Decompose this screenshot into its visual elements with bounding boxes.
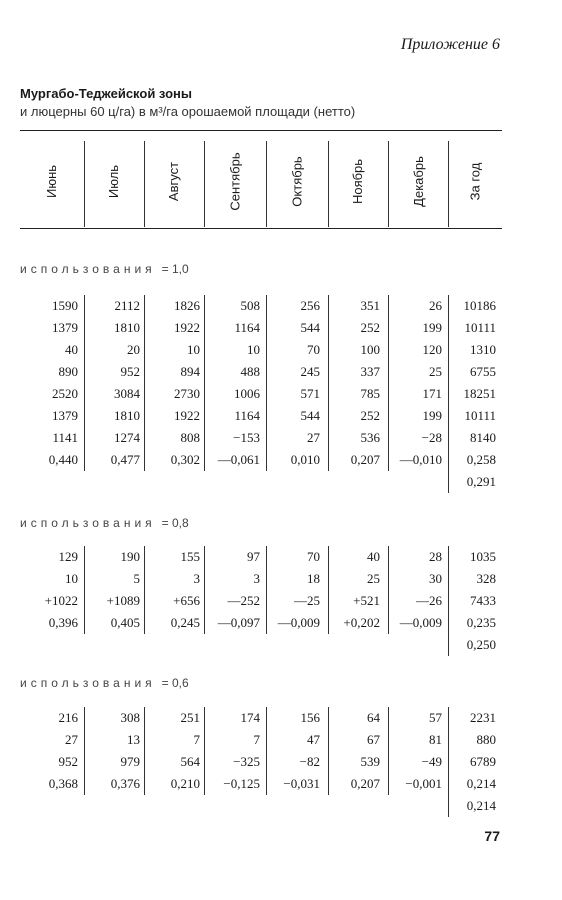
- table-cell: 13: [127, 732, 140, 747]
- column-header-cell: [328, 135, 388, 227]
- table-cell: 64: [367, 710, 380, 725]
- section-label-text: использования: [20, 262, 156, 276]
- table-cell: 40: [367, 549, 380, 564]
- table-cell: 544: [300, 320, 320, 335]
- table-cell: 0,207: [350, 452, 380, 467]
- table-cell: 6755: [470, 364, 496, 379]
- table-cell: 979: [120, 754, 140, 769]
- table-row: [20, 568, 502, 590]
- table-cell: 0,405: [110, 615, 140, 630]
- table-row: [20, 339, 502, 361]
- table-cell: 0,245: [170, 615, 200, 630]
- table-cell: 508: [240, 298, 260, 313]
- table-cell: 564: [180, 754, 200, 769]
- column-divider: [328, 141, 329, 227]
- table-cell: 26: [429, 298, 442, 313]
- table-cell: 25: [429, 364, 442, 379]
- table-cell: 10111: [464, 408, 496, 423]
- column-divider: [388, 707, 389, 795]
- table-cell: 5: [133, 571, 140, 586]
- extra-total-value: 0,250: [466, 637, 496, 652]
- table-cell: 1379: [52, 408, 78, 423]
- table-cell: 156: [300, 710, 320, 725]
- column-divider: [84, 546, 85, 634]
- table-cell: 0,207: [350, 776, 380, 791]
- table-cell: —0,009: [399, 615, 442, 630]
- table-cell: 0,302: [170, 452, 200, 467]
- column-header-label: Декабрь: [410, 155, 426, 207]
- table-cell: 0,376: [110, 776, 140, 791]
- extra-total-value: 0,214: [466, 798, 496, 813]
- column-divider: [448, 546, 449, 634]
- table-cell: 57: [429, 710, 442, 725]
- table-cell: 18: [307, 571, 320, 586]
- table-cell: 70: [307, 549, 320, 564]
- table-cell: +521: [353, 593, 380, 608]
- table-row: [20, 546, 502, 568]
- section-label-value: = 0,8: [161, 516, 189, 530]
- section-label-text: использования: [20, 676, 156, 690]
- table-cell: 155: [180, 549, 200, 564]
- table-cell: 1164: [234, 320, 260, 335]
- table-cell: 245: [300, 364, 320, 379]
- column-divider: [266, 546, 267, 634]
- table-row-extra-total: [20, 634, 502, 656]
- table-cell: 785: [360, 386, 380, 401]
- table-subtitle: и люцерны 60 ц/га) в м³/га орошаемой площади (нетто): [20, 104, 356, 119]
- table-cell: 1274: [114, 430, 140, 445]
- table-cell: 67: [367, 732, 380, 747]
- table-row: [20, 729, 502, 751]
- table-cell: 2112: [114, 298, 140, 313]
- table-cell: 1164: [234, 408, 260, 423]
- column-header-cell: [20, 135, 84, 227]
- table-cell: +1022: [44, 593, 78, 608]
- column-header-label: Октябрь: [289, 155, 305, 207]
- table-cell: −0,031: [283, 776, 320, 791]
- table-cell: −0,125: [223, 776, 260, 791]
- table-cell: −153: [233, 430, 260, 445]
- table-cell: 894: [180, 364, 200, 379]
- table-row: [20, 383, 502, 405]
- section-block-3: [20, 707, 502, 817]
- column-divider: [328, 295, 329, 471]
- table-cell: 6789: [470, 754, 496, 769]
- column-header: [20, 135, 502, 227]
- table-cell: 10: [65, 571, 78, 586]
- table-cell: 18251: [463, 386, 496, 401]
- table-row: [20, 427, 502, 449]
- section-label-text: использования: [20, 516, 156, 530]
- table-cell: 0,440: [48, 452, 78, 467]
- table-cell: 25: [367, 571, 380, 586]
- table-cell: 190: [120, 549, 140, 564]
- column-divider: [328, 707, 329, 795]
- table-title: Мургабо-Теджейской зоны: [20, 86, 192, 101]
- table-cell: 120: [422, 342, 442, 357]
- extra-total-value: 0,291: [466, 474, 496, 489]
- table-row: [20, 773, 502, 795]
- table-cell: 70: [307, 342, 320, 357]
- column-divider: [448, 141, 449, 227]
- section-label-2: [20, 516, 189, 530]
- table-row: [20, 590, 502, 612]
- table-row: [20, 751, 502, 773]
- column-divider: [388, 295, 389, 471]
- column-divider: [84, 295, 85, 471]
- table-cell: 27: [65, 732, 78, 747]
- section-label-value: = 1,0: [161, 262, 189, 276]
- table-cell: 2520: [52, 386, 78, 401]
- table-cell: −325: [233, 754, 260, 769]
- column-header-cell: [388, 135, 448, 227]
- column-header-cell: [144, 135, 204, 227]
- table-cell: 328: [476, 571, 496, 586]
- table-cell: 1310: [470, 342, 496, 357]
- table-cell: 252: [360, 408, 380, 423]
- column-header-label: Сентябрь: [227, 151, 243, 211]
- column-divider: [204, 141, 205, 227]
- column-divider: [204, 546, 205, 634]
- table-row-extra-total: [20, 471, 502, 493]
- table-cell: 216: [58, 710, 78, 725]
- header-top-rule: [20, 130, 502, 131]
- column-divider: [388, 141, 389, 227]
- table-cell: 952: [120, 364, 140, 379]
- table-cell: 0,010: [290, 452, 320, 467]
- column-divider: [84, 141, 85, 227]
- table-cell: 7433: [470, 593, 496, 608]
- table-cell: 256: [300, 298, 320, 313]
- section-block-1: [20, 295, 502, 493]
- table-cell: 47: [307, 732, 320, 747]
- table-cell: 3: [253, 571, 260, 586]
- table-cell: 488: [240, 364, 260, 379]
- table-cell: 252: [360, 320, 380, 335]
- table-cell: —0,061: [217, 452, 260, 467]
- table-row: [20, 361, 502, 383]
- table-cell: —25: [294, 593, 320, 608]
- column-divider: [204, 295, 205, 471]
- column-divider: [144, 707, 145, 795]
- column-header-cell: [204, 135, 266, 227]
- table-cell: 1379: [52, 320, 78, 335]
- column-divider: [328, 546, 329, 634]
- table-cell: 174: [240, 710, 260, 725]
- table-cell: 2730: [174, 386, 200, 401]
- table-cell: 2231: [470, 710, 496, 725]
- table-cell: —252: [227, 593, 260, 608]
- column-divider: [84, 707, 85, 795]
- table-cell: 100: [360, 342, 380, 357]
- column-divider: [144, 295, 145, 471]
- table-cell: 1590: [52, 298, 78, 313]
- table-cell: —0,097: [217, 615, 260, 630]
- table-cell: 308: [120, 710, 140, 725]
- table-cell: 0,214: [466, 776, 496, 791]
- section-block-2: [20, 546, 502, 656]
- table-cell: 28: [429, 549, 442, 564]
- table-cell: 199: [422, 320, 442, 335]
- table-cell: 1141: [52, 430, 78, 445]
- column-divider: [144, 141, 145, 227]
- table-cell: 0,235: [466, 615, 496, 630]
- table-cell: 337: [360, 364, 380, 379]
- table-cell: −49: [421, 754, 442, 769]
- total-divider: [448, 795, 449, 817]
- table-row: [20, 295, 502, 317]
- table-row: [20, 707, 502, 729]
- column-divider: [266, 295, 267, 471]
- table-row-extra-total: [20, 795, 502, 817]
- table-cell: −28: [421, 430, 442, 445]
- table-cell: 1810: [114, 320, 140, 335]
- column-divider: [266, 141, 267, 227]
- column-divider: [448, 295, 449, 471]
- table-cell: 3084: [114, 386, 140, 401]
- table-cell: 539: [360, 754, 380, 769]
- table-cell: 1810: [114, 408, 140, 423]
- table-cell: 10: [187, 342, 200, 357]
- column-header-cell: [448, 135, 502, 227]
- table-cell: 1826: [174, 298, 200, 313]
- table-cell: —26: [416, 593, 442, 608]
- table-cell: 8140: [470, 430, 496, 445]
- table-cell: 1035: [470, 549, 496, 564]
- table-cell: 81: [429, 732, 442, 747]
- table-cell: 251: [180, 710, 200, 725]
- table-cell: 97: [247, 549, 260, 564]
- table-cell: 808: [180, 430, 200, 445]
- table-row: [20, 405, 502, 427]
- table-cell: 571: [300, 386, 320, 401]
- table-cell: 30: [429, 571, 442, 586]
- column-header-label: Июнь: [44, 164, 60, 198]
- table-row: [20, 612, 502, 634]
- table-cell: 20: [127, 342, 140, 357]
- table-cell: 0,368: [48, 776, 78, 791]
- column-divider: [266, 707, 267, 795]
- section-label-1: [20, 262, 189, 276]
- table-cell: 536: [360, 430, 380, 445]
- column-header-label: Июль: [106, 164, 122, 198]
- table-cell: −82: [299, 754, 320, 769]
- column-divider: [144, 546, 145, 634]
- column-header-label: За год: [467, 162, 483, 200]
- table-cell: −0,001: [405, 776, 442, 791]
- column-header-label: Август: [166, 161, 182, 201]
- table-cell: 351: [360, 298, 380, 313]
- column-divider: [204, 707, 205, 795]
- table-cell: 129: [58, 549, 78, 564]
- column-header-cell: [266, 135, 328, 227]
- table-cell: 890: [58, 364, 78, 379]
- table-cell: —0,010: [399, 452, 442, 467]
- table-cell: 7: [193, 732, 200, 747]
- table-cell: +0,202: [343, 615, 380, 630]
- table-cell: 0,477: [110, 452, 140, 467]
- appendix-label: Приложение 6: [400, 36, 500, 53]
- column-header-cell: [84, 135, 144, 227]
- table-cell: 171: [422, 386, 442, 401]
- column-divider: [448, 707, 449, 795]
- table-cell: 10111: [464, 320, 496, 335]
- table-cell: 952: [58, 754, 78, 769]
- column-divider: [388, 546, 389, 634]
- table-row: [20, 317, 502, 339]
- total-divider: [448, 634, 449, 656]
- table-cell: 1922: [174, 320, 200, 335]
- column-header-label: Ноябрь: [350, 158, 366, 204]
- page-number: 77: [484, 828, 500, 844]
- table-cell: 0,258: [466, 452, 496, 467]
- section-label-value: = 0,6: [161, 676, 189, 690]
- table-cell: 10: [247, 342, 260, 357]
- header-bottom-rule: [20, 228, 502, 229]
- table-cell: +656: [173, 593, 200, 608]
- table-cell: 880: [476, 732, 496, 747]
- table-cell: 0,396: [48, 615, 78, 630]
- table-cell: 0,210: [170, 776, 200, 791]
- section-label-3: [20, 676, 189, 690]
- table-cell: 7: [253, 732, 260, 747]
- table-cell: 199: [422, 408, 442, 423]
- table-cell: 27: [307, 430, 320, 445]
- table-cell: 544: [300, 408, 320, 423]
- table-cell: 1006: [234, 386, 260, 401]
- table-cell: 1922: [174, 408, 200, 423]
- total-divider: [448, 471, 449, 493]
- table-cell: +1089: [106, 593, 140, 608]
- table-cell: 40: [65, 342, 78, 357]
- table-cell: 10186: [463, 298, 496, 313]
- table-row: [20, 449, 502, 471]
- table-cell: —0,009: [277, 615, 320, 630]
- table-cell: 3: [193, 571, 200, 586]
